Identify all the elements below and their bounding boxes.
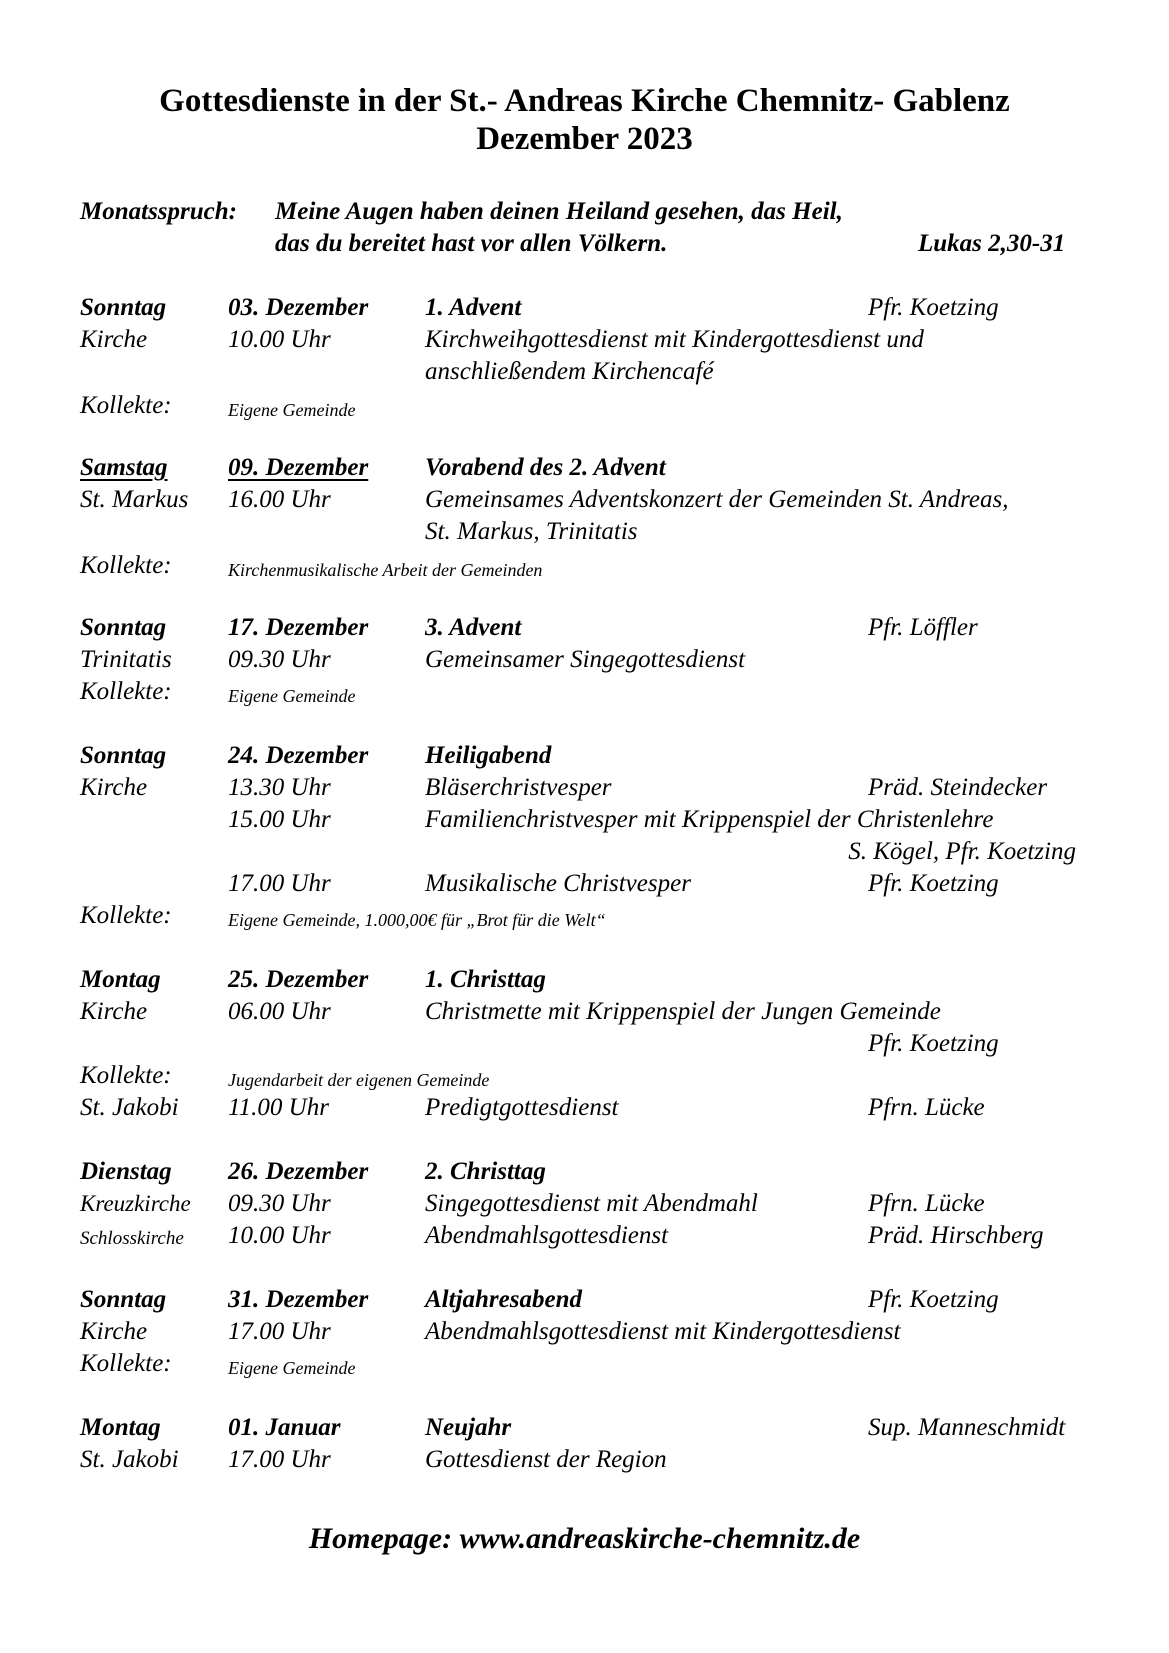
service-description: anschließendem Kirchencafé bbox=[425, 358, 714, 385]
service-time: 13.30 Uhr bbox=[228, 774, 331, 801]
page-subtitle: Dezember 2023 bbox=[476, 121, 693, 157]
kollekte-label: Kollekte: bbox=[80, 392, 172, 419]
service-occasion: 3. Advent bbox=[425, 614, 522, 641]
service-day: Montag bbox=[80, 1414, 161, 1441]
kollekte-row bbox=[0, 1348, 1169, 1380]
kollekte-value: Eigene Gemeinde bbox=[228, 400, 356, 420]
service-time: 10.00 Uhr bbox=[228, 1222, 331, 1249]
service-day: Sonntag bbox=[80, 742, 167, 769]
service-date: 31. Dezember bbox=[228, 1286, 369, 1313]
service-pastor: Pfr. Löffler bbox=[868, 614, 978, 641]
service-row bbox=[0, 1092, 1169, 1124]
service-description: Musikalische Christvesper bbox=[425, 870, 691, 897]
service-description: Abendmahlsgottesdienst bbox=[425, 1222, 669, 1249]
service-place: Schlosskirche bbox=[80, 1228, 184, 1249]
kollekte-value: Eigene Gemeinde bbox=[228, 686, 356, 706]
kollekte-row bbox=[0, 900, 1169, 932]
service-pastor: Pfrn. Lücke bbox=[868, 1190, 985, 1217]
service-row bbox=[0, 484, 1169, 516]
kollekte-label: Kollekte: bbox=[80, 678, 172, 705]
kollekte-value: Kirchenmusikalische Arbeit der Gemeinden bbox=[228, 560, 543, 580]
service-row bbox=[0, 1028, 1169, 1060]
motto-reference: Lukas 2,30-31 bbox=[918, 230, 1066, 257]
service-pastor: Pfr. Koetzing bbox=[868, 870, 999, 897]
service-time: 17.00 Uhr bbox=[228, 1446, 331, 1473]
service-date: 09. Dezember bbox=[228, 454, 369, 481]
service-occasion: 1. Christtag bbox=[425, 966, 546, 993]
service-row bbox=[0, 996, 1169, 1028]
service-description: Familienchristvesper mit Krippenspiel der Christenlehre bbox=[425, 806, 994, 833]
service-header bbox=[0, 612, 1169, 644]
service-description: Kirchweihgottesdienst mit Kindergottesdienst und bbox=[425, 326, 924, 353]
service-occasion: Vorabend des 2. Advent bbox=[425, 454, 666, 481]
service-pastor: Pfr. Koetzing bbox=[868, 294, 999, 321]
service-day: Montag bbox=[80, 966, 161, 993]
service-row bbox=[0, 1316, 1169, 1348]
service-header bbox=[0, 292, 1169, 324]
kollekte-value: Eigene Gemeinde bbox=[228, 1358, 356, 1378]
service-pastor: Pfr. Koetzing bbox=[868, 1286, 999, 1313]
kollekte-label: Kollekte: bbox=[80, 552, 172, 579]
service-row bbox=[0, 868, 1169, 900]
service-time: 11.00 Uhr bbox=[228, 1094, 329, 1121]
service-place: Kirche bbox=[80, 326, 148, 353]
service-day: Dienstag bbox=[80, 1158, 172, 1185]
service-occasion: 1. Advent bbox=[425, 294, 522, 321]
service-row bbox=[0, 1444, 1169, 1476]
service-place: Trinitatis bbox=[80, 646, 172, 673]
service-place: St. Jakobi bbox=[80, 1446, 179, 1473]
kollekte-label: Kollekte: bbox=[80, 1350, 172, 1377]
service-row bbox=[0, 356, 1169, 388]
homepage-link[interactable]: Homepage: www.andreaskirche-chemnitz.de bbox=[308, 1522, 861, 1555]
kollekte-label: Kollekte: bbox=[80, 902, 172, 929]
service-description: St. Markus, Trinitatis bbox=[425, 518, 638, 545]
service-header bbox=[0, 1156, 1169, 1188]
service-row bbox=[0, 1220, 1169, 1252]
service-place: Kirche bbox=[80, 1318, 148, 1345]
service-time: 17.00 Uhr bbox=[228, 870, 331, 897]
service-time: 16.00 Uhr bbox=[228, 486, 331, 513]
service-date: 17. Dezember bbox=[228, 614, 369, 641]
service-day: Samstag bbox=[80, 454, 168, 481]
service-occasion: 2. Christtag bbox=[425, 1158, 546, 1185]
service-time: 06.00 Uhr bbox=[228, 998, 331, 1025]
service-description: Christmette mit Krippenspiel der Jungen Gemeinde bbox=[425, 998, 941, 1025]
service-occasion: Altjahresabend bbox=[425, 1286, 582, 1313]
service-row bbox=[0, 324, 1169, 356]
service-pastor: Sup. Manneschmidt bbox=[868, 1414, 1066, 1441]
kollekte-value: Eigene Gemeinde, 1.000,00€ für „Brot für die Welt“ bbox=[228, 910, 606, 930]
service-date: 25. Dezember bbox=[228, 966, 369, 993]
service-header bbox=[0, 964, 1169, 996]
kollekte-value: Jugendarbeit der eigenen Gemeinde bbox=[228, 1070, 490, 1090]
service-time: 15.00 Uhr bbox=[228, 806, 331, 833]
service-date: 01. Januar bbox=[228, 1414, 341, 1441]
service-date: 26. Dezember bbox=[228, 1158, 369, 1185]
service-time: 09.30 Uhr bbox=[228, 646, 331, 673]
service-header bbox=[0, 1412, 1169, 1444]
service-row bbox=[0, 804, 1169, 836]
service-time: 10.00 Uhr bbox=[228, 326, 331, 353]
kollekte-row bbox=[0, 1060, 1169, 1092]
service-day: Sonntag bbox=[80, 1286, 167, 1313]
service-place: St. Markus bbox=[80, 486, 189, 513]
kollekte-row bbox=[0, 676, 1169, 708]
service-place: St. Jakobi bbox=[80, 1094, 179, 1121]
page-title: Gottesdienste in der St.- Andreas Kirche Chemnitz- Gablenz bbox=[159, 83, 1010, 119]
service-day: Sonntag bbox=[80, 294, 167, 321]
service-header bbox=[0, 452, 1169, 484]
service-pastor: Pfrn. Lücke bbox=[868, 1094, 985, 1121]
service-occasion: Heiligabend bbox=[425, 742, 552, 769]
service-description: Abendmahlsgottesdienst mit Kindergottesdienst bbox=[425, 1318, 901, 1345]
service-row bbox=[0, 644, 1169, 676]
service-place: Kreuzkirche bbox=[80, 1191, 191, 1216]
service-row bbox=[0, 772, 1169, 804]
kollekte-label: Kollekte: bbox=[80, 1062, 172, 1089]
service-description: Bläserchristvesper bbox=[425, 774, 612, 801]
service-time: 09.30 Uhr bbox=[228, 1190, 331, 1217]
service-row bbox=[0, 1188, 1169, 1220]
kollekte-row bbox=[0, 390, 1169, 422]
service-pastor: Pfr. Koetzing bbox=[868, 1030, 999, 1057]
service-description: Gottesdienst der Region bbox=[425, 1446, 667, 1473]
service-header bbox=[0, 1284, 1169, 1316]
kollekte-row bbox=[0, 550, 1169, 582]
service-place: Kirche bbox=[80, 998, 148, 1025]
service-pastor: Präd. Steindecker bbox=[868, 774, 1048, 801]
service-description: Gemeinsames Adventskonzert der Gemeinden St. Andreas, bbox=[425, 486, 1009, 513]
service-pastor: Präd. Hirschberg bbox=[868, 1222, 1044, 1249]
service-occasion: Neujahr bbox=[425, 1414, 512, 1441]
motto-line-2: das du bereitet hast vor allen Völkern. bbox=[275, 230, 668, 257]
service-description: Gemeinsamer Singegottesdienst bbox=[425, 646, 746, 673]
service-day: Sonntag bbox=[80, 614, 167, 641]
motto-label: Monatsspruch: bbox=[80, 198, 237, 225]
service-date: 03. Dezember bbox=[228, 294, 369, 321]
service-pastor: S. Kögel, Pfr. Koetzing bbox=[848, 838, 1076, 865]
motto-line-1: Meine Augen haben deinen Heiland gesehen, das Heil, bbox=[275, 198, 843, 225]
service-place: Kirche bbox=[80, 774, 148, 801]
service-description: Singegottesdienst mit Abendmahl bbox=[425, 1190, 758, 1217]
service-time: 17.00 Uhr bbox=[228, 1318, 331, 1345]
service-date: 24. Dezember bbox=[228, 742, 369, 769]
service-header bbox=[0, 740, 1169, 772]
service-row bbox=[0, 836, 1169, 868]
service-description: Predigtgottesdienst bbox=[425, 1094, 619, 1121]
service-row bbox=[0, 516, 1169, 548]
